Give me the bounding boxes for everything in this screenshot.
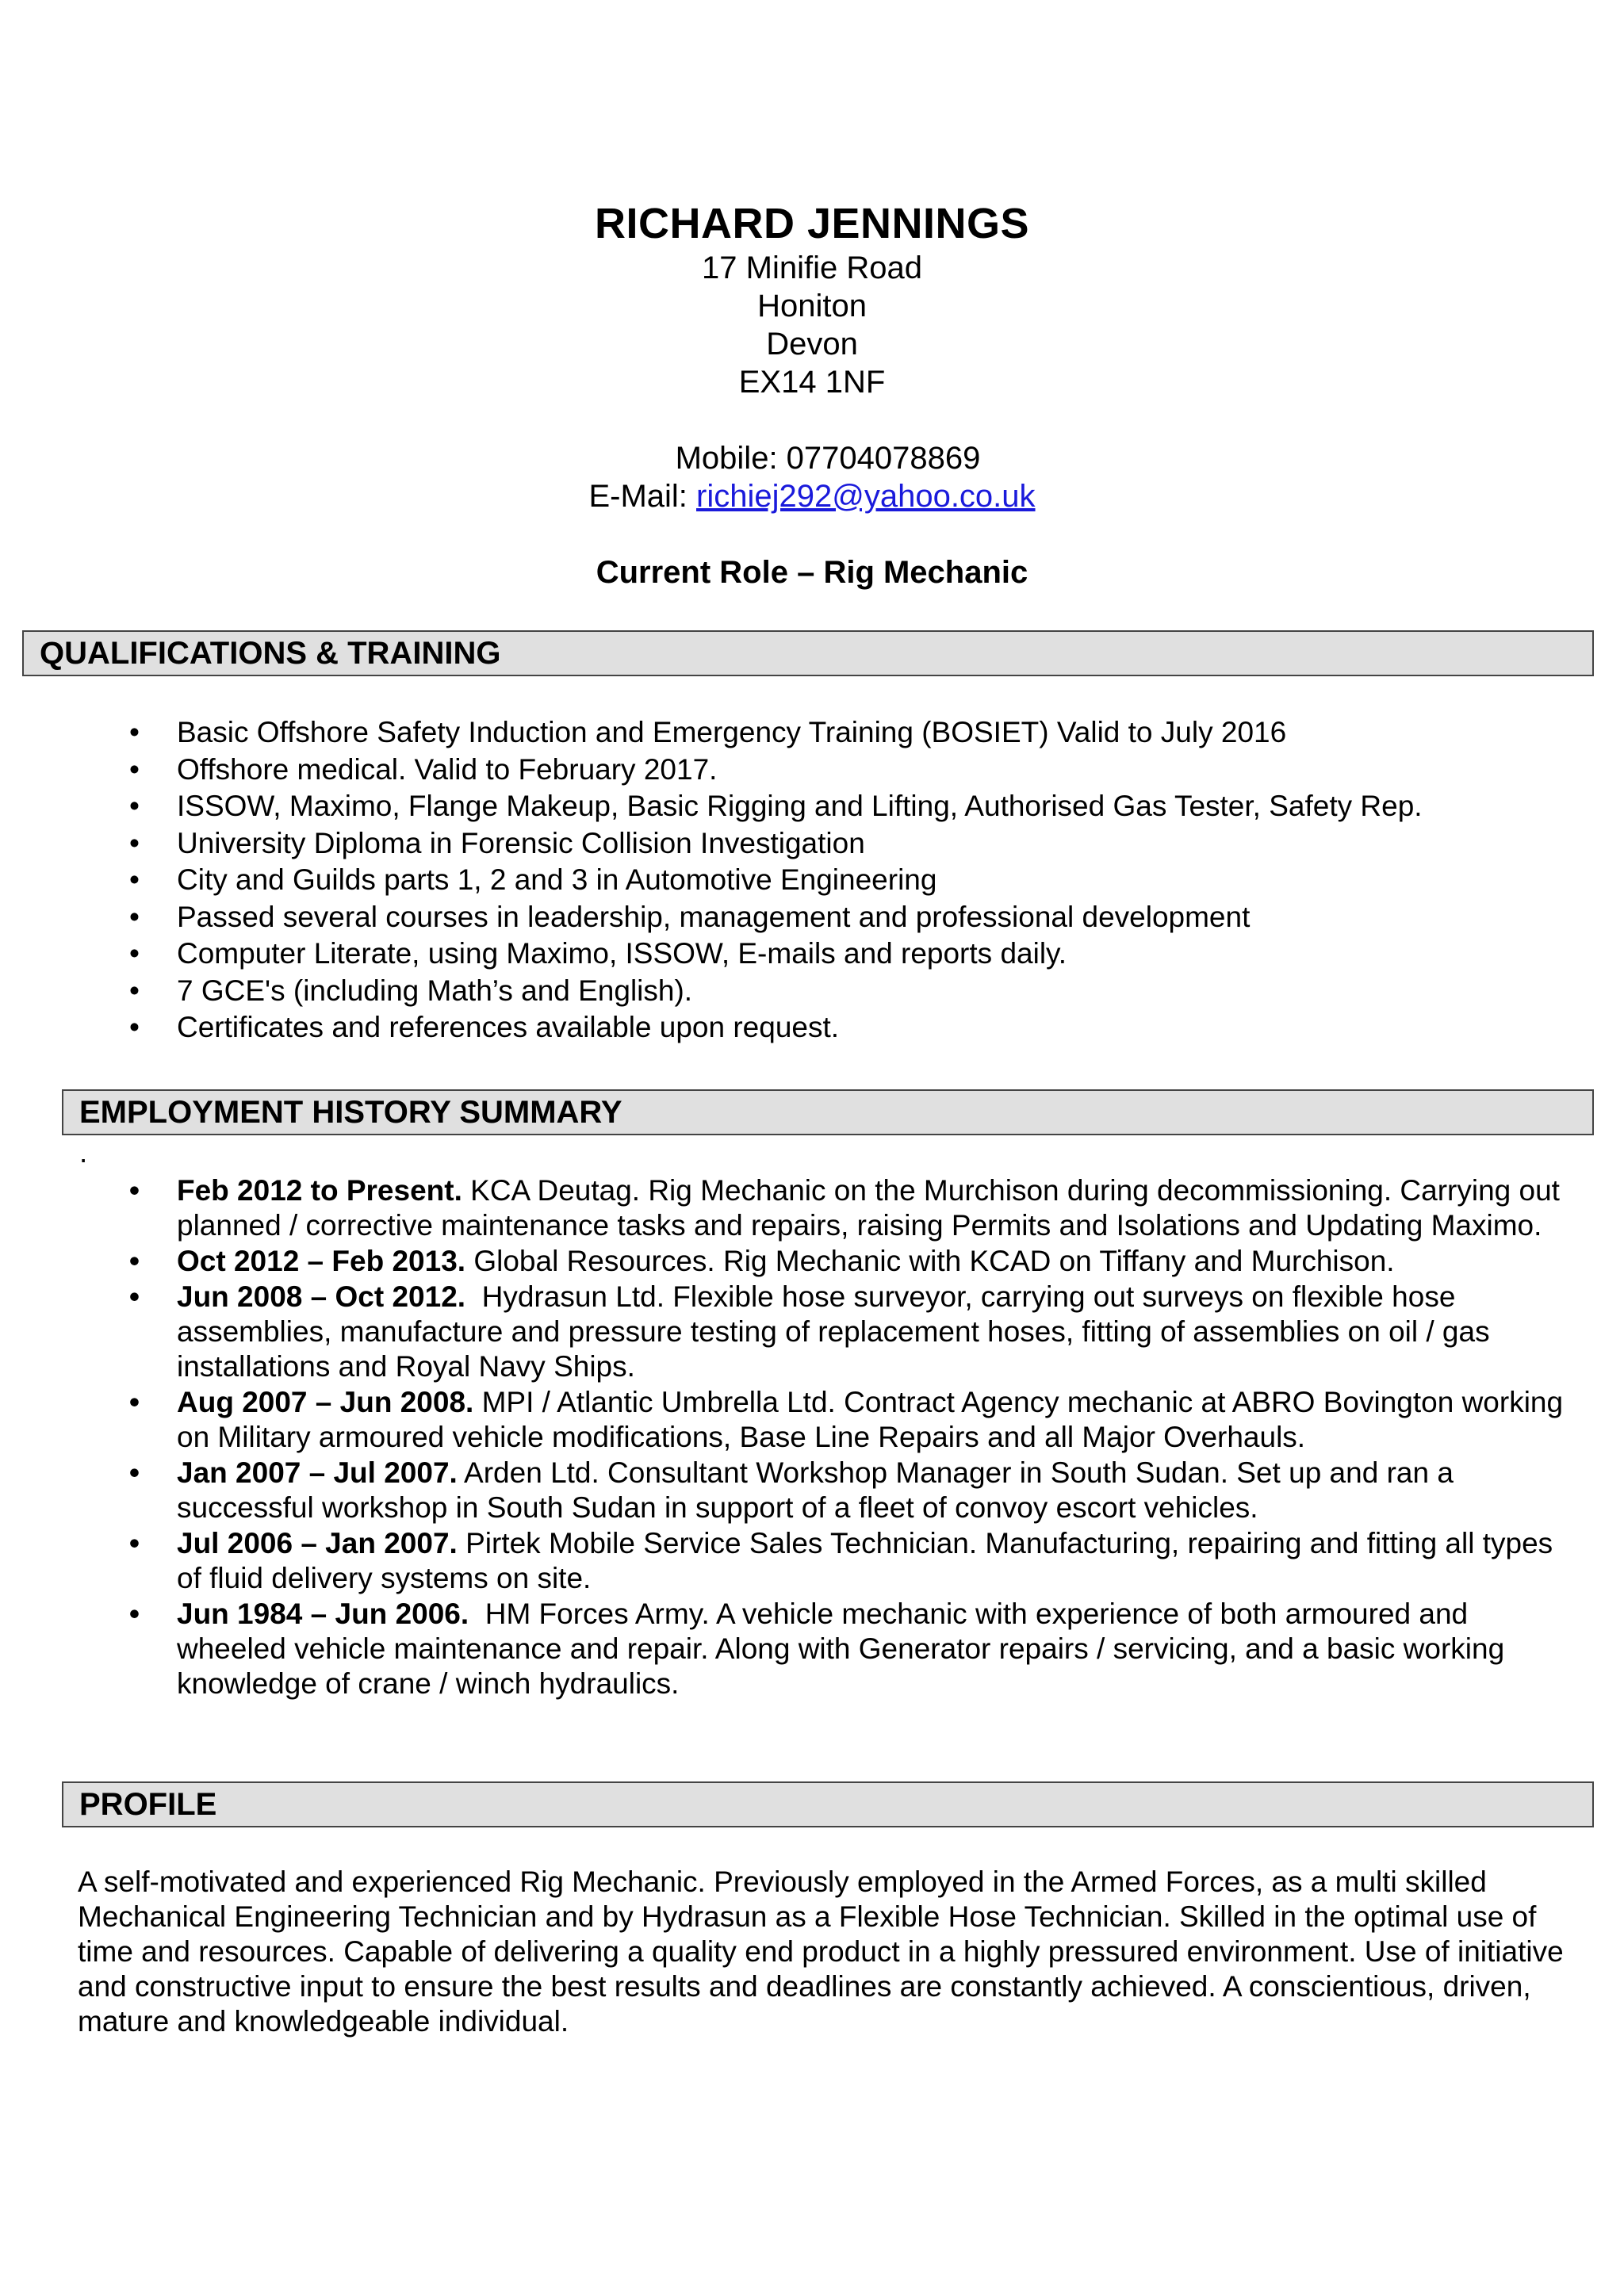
qualification-item [129, 715, 1580, 752]
qualification-item [129, 1010, 1580, 1047]
bullet-icon: • [129, 1245, 140, 1277]
employment-item [129, 1280, 1580, 1384]
employment-date: Jan 2007 – Jul 2007. [177, 1456, 458, 1489]
mobile-line [0, 439, 1624, 477]
email-label: E-Mail: [588, 479, 697, 514]
qualification-item [129, 900, 1580, 937]
employment-description: MPI / Atlantic Umbrella Ltd. Contract Agency mechanic at ABRO Bovington working on Military armoured vehicle modifications, Base Line Repairs and all Major Overhauls. [177, 1386, 1572, 1453]
bullet-icon: • [129, 1527, 140, 1559]
section-heading-employment: EMPLOYMENT HISTORY SUMMARY [62, 1089, 1594, 1135]
employment-list [129, 1173, 1580, 1702]
bullet-icon: • [129, 1174, 140, 1207]
employment-date: Jul 2006 – Jan 2007. [177, 1527, 458, 1559]
bullet-icon: • [129, 1598, 140, 1630]
bullet-icon: • [129, 863, 140, 896]
qualifications-list [129, 715, 1580, 1047]
mobile-number: 07704078869 [786, 441, 981, 476]
candidate-name: RICHARD JENNINGS [594, 200, 1030, 247]
email-line [0, 477, 1624, 515]
qualification-text: 7 GCE's (including Math’s and English). [177, 974, 693, 1007]
employment-description: Arden Ltd. Consultant Workshop Manager in South Sudan. Set up and ran a successful workshop in South Sudan in support of a fleet of convoy escort vehicles. [177, 1456, 1462, 1524]
employment-date: Jun 1984 – Jun 2006. [177, 1598, 469, 1630]
bullet-icon: • [129, 1386, 140, 1418]
qualification-text: Basic Offshore Safety Induction and Emergency Training (BOSIET) Valid to July 2016 [177, 716, 1287, 748]
employment-description: HM Forces Army. A vehicle mechanic with experience of both armoured and wheeled vehicle maintenance and repair. Along with Generator repairs / servicing, and a basic working knowledge of crane / winch hydraulics. [177, 1598, 1513, 1700]
bullet-icon: • [129, 1011, 140, 1043]
employment-description: KCA Deutag. Rig Mechanic on the Murchison during decommissioning. Carrying out planned / corrective maintenance tasks and repairs, raising Permits and Isolations and Updating Maximo. [177, 1174, 1568, 1242]
employment-item [129, 1244, 1580, 1279]
qualification-text: Offshore medical. Valid to February 2017. [177, 752, 718, 786]
address-line-postcode: EX14 1NF [738, 365, 886, 400]
qualification-item [129, 936, 1580, 974]
stray-mark: . [79, 1136, 88, 1169]
address-line-street: 17 Minifie Road [702, 251, 922, 285]
bullet-icon: • [129, 752, 140, 786]
qualification-text: ISSOW, Maximo, Flange Makeup, Basic Rigging and Lifting, Authorised Gas Tester, Safety Rep. [177, 790, 1423, 822]
qualification-item [129, 974, 1580, 1011]
qualification-text: University Diploma in Forensic Collision Investigation [177, 826, 865, 859]
mobile-label: Mobile: [675, 441, 787, 476]
bullet-icon: • [129, 900, 140, 933]
employment-date: Oct 2012 – Feb 2013. [177, 1245, 466, 1277]
bullet-icon: • [129, 716, 140, 748]
qualification-item [129, 789, 1580, 826]
profile-text: A self-motivated and experienced Rig Mechanic. Previously employed in the Armed Forces, as a multi skilled Mechanical Engineering Technician and by Hydrasun as a Flexible Hose Technician. Skilled in the optimal use of time and resources. Capable of delivering a quality end product in a highly pressured environment. Use of initiative and constructive input to ensure the best results and deadlines are constantly achieved. A conscientious, driven, mature and knowledgeable individual. [78, 1866, 1564, 2038]
employment-item [129, 1385, 1580, 1455]
bullet-icon: • [129, 790, 140, 822]
employment-item [129, 1526, 1580, 1596]
bullet-icon: • [129, 1456, 140, 1489]
employment-description: Hydrasun Ltd. Flexible hose surveyor, carrying out surveys on flexible hose assemblies, manufacture and pressure testing of replacement hoses, fitting of assemblies on oil / gas installations and Royal Navy Ships. [177, 1280, 1498, 1383]
qualification-text: Certificates and references available upon request. [177, 1011, 840, 1043]
qualification-text: Passed several courses in leadership, management and professional development [177, 900, 1251, 933]
bullet-icon: • [129, 974, 140, 1007]
section-heading-profile: PROFILE [62, 1781, 1594, 1827]
qualification-item [129, 826, 1580, 863]
current-role: Current Role – Rig Mechanic [596, 555, 1028, 590]
address-line-town: Honiton [757, 289, 867, 323]
employment-item [129, 1456, 1580, 1525]
bullet-icon: • [129, 826, 140, 859]
employment-item [129, 1597, 1580, 1701]
address-line-county: Devon [766, 327, 858, 362]
employment-date: Aug 2007 – Jun 2008. [177, 1386, 474, 1418]
qualification-text: Computer Literate, using Maximo, ISSOW, E-mails and reports daily. [177, 937, 1067, 970]
employment-description: Pirtek Mobile Service Sales Technician. Manufacturing, repairing and fitting all types of fluid delivery systems on site. [177, 1527, 1561, 1594]
bullet-icon: • [129, 937, 140, 970]
qualification-text: City and Guilds parts 1, 2 and 3 in Automotive Engineering [177, 863, 937, 896]
employment-item [129, 1173, 1580, 1243]
bullet-icon: • [129, 1280, 140, 1313]
qualification-item [129, 752, 1580, 790]
email-link[interactable]: richiej292@yahoo.co.uk [696, 479, 1036, 514]
employment-date: Feb 2012 to Present. [177, 1174, 462, 1207]
section-heading-qualifications: QUALIFICATIONS & TRAINING [22, 630, 1594, 676]
employment-description: Global Resources. Rig Mechanic with KCAD on Tiffany and Murchison. [465, 1245, 1395, 1277]
qualification-item [129, 863, 1580, 900]
employment-date: Jun 2008 – Oct 2012. [177, 1280, 466, 1313]
